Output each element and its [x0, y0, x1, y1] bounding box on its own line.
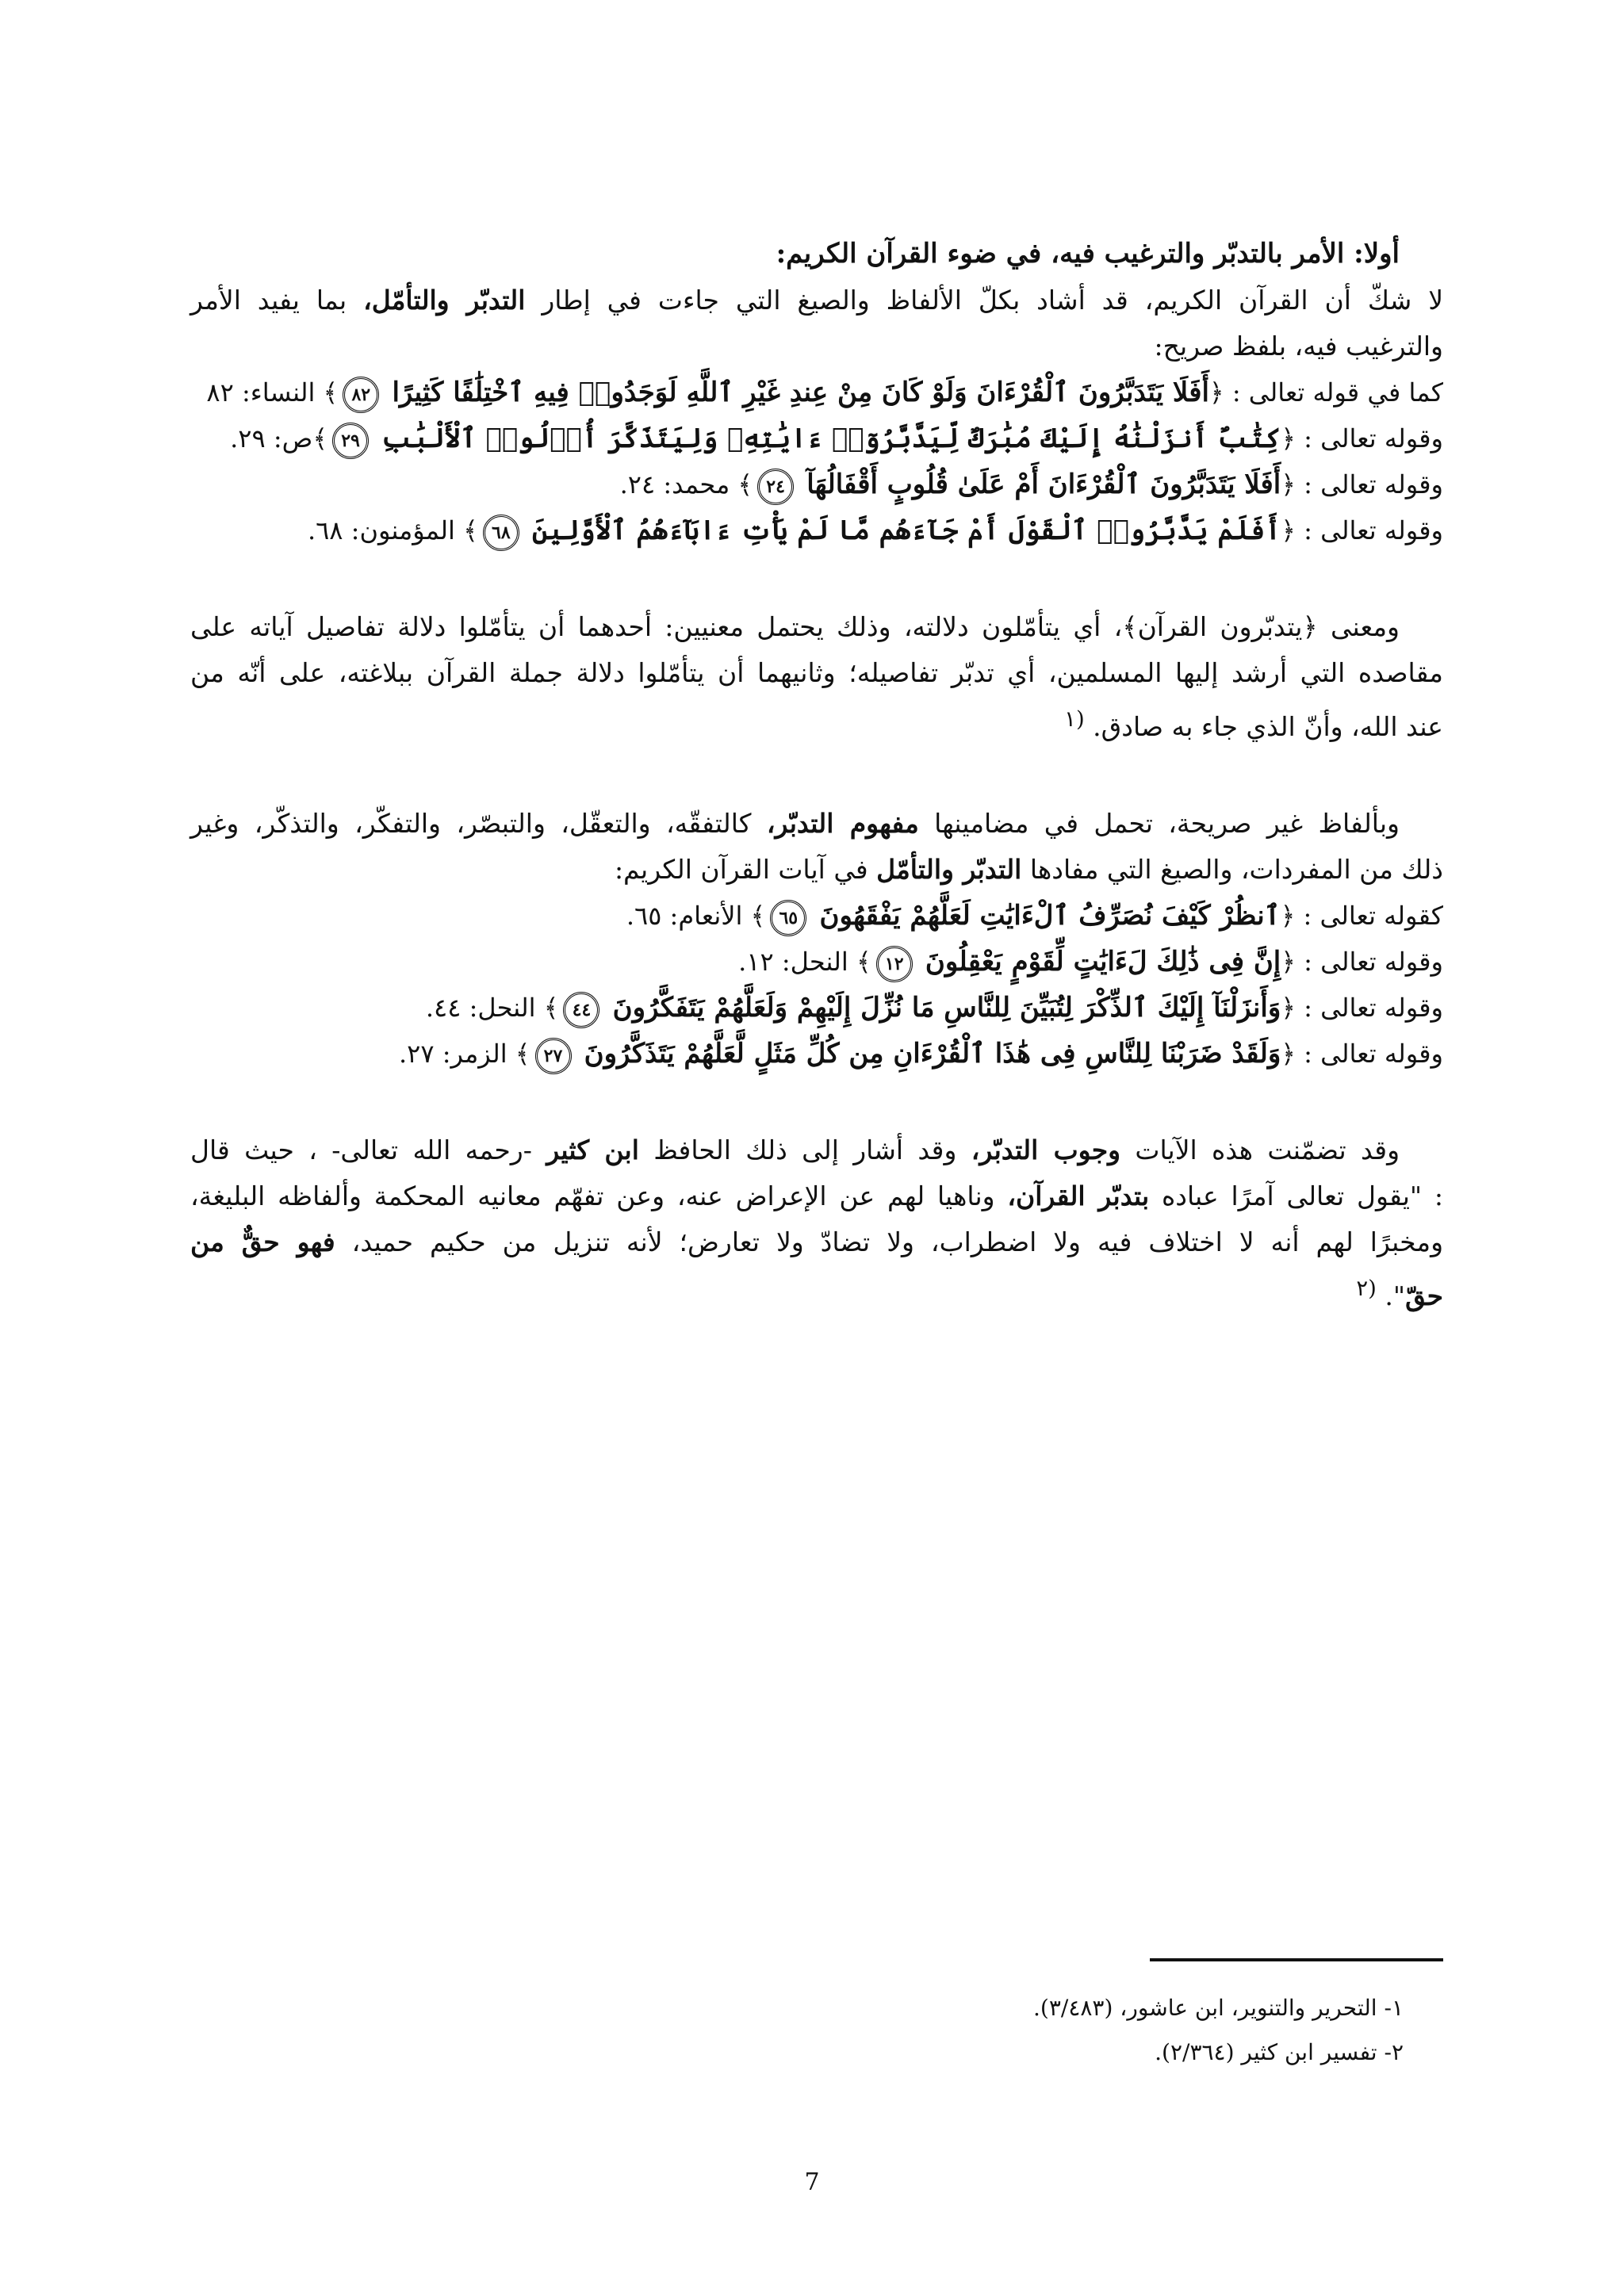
verse-bracket-open: ﴿: [1281, 423, 1296, 453]
verse-bracket-open: ﴿: [1281, 993, 1296, 1023]
verse-bracket-close: ﴾: [323, 377, 339, 408]
paragraph-3-line-1: [190, 801, 1443, 847]
verse-text: كِتَٰبٌ أَنزَلْنَٰهُ إِلَيْكَ مُبَٰرَكٌ لِّيَدَّبَّرُوٓا۟ ءَايَٰتِهِۦ وَلِيَتَذَكَّرَ أُو۟لُوا۟ ٱلْأَلْبَٰبِ: [381, 423, 1281, 454]
spacer: [190, 553, 1443, 604]
verse-bracket-close: ﴾: [737, 469, 753, 499]
ayah-number: ٦٥: [770, 900, 806, 936]
verse-reference: النساء: ٨٢: [206, 377, 324, 408]
footnote-item: ١- التحرير والتنوير، ابن عاشور، (٣/٤٨٣).: [1033, 1995, 1404, 2021]
verse-bracket-close: ﴾: [515, 1039, 530, 1069]
text-span: وقد تضمّنت هذه الآيات: [1120, 1135, 1400, 1165]
verse-text: أَفَلَمْ يَدَّبَّرُوا۟ ٱلْقَوْلَ أَمْ جَآءَهُم مَّا لَمْ يَأْتِ ءَابَآءَهُمُ ٱلْأَوَّلِينَ: [532, 515, 1281, 546]
verse-bracket-open: ﴿: [1281, 515, 1296, 545]
bold-text: مفهوم التدبّر،: [766, 808, 919, 839]
verse-bracket-close: ﴾: [750, 901, 766, 931]
text-span: وقد أشار إلى ذلك الحافظ: [638, 1135, 971, 1165]
section-heading: أولا: الأمر بالتدبّر والترغيب فيه، في ضوء القرآن الكريم:: [776, 238, 1400, 270]
text-span: -رحمه الله تعالى- ، حيث قال: [190, 1135, 547, 1165]
text-span: عند الله، وأنّ الذي جاء به صادق.: [1093, 711, 1443, 742]
paragraph-3-line-2: [190, 847, 1443, 893]
verse-line: [190, 507, 1443, 553]
bold-text: التدبّر والتأمّل: [876, 854, 1022, 885]
verse-line: [190, 415, 1443, 461]
verse-line: [190, 939, 1443, 985]
verse-line: [190, 461, 1443, 507]
verse-reference: النحل: ٤٤.: [425, 993, 544, 1023]
verse-intro: وقوله تعالى :: [1296, 515, 1443, 545]
text-span: : "يقول تعالى آمرًا عباده: [1149, 1181, 1443, 1211]
paragraph-2-line-2: مقاصده التي أرشد إليها المسلمين، أي تدبّر تفاصيله؛ وثانيهما أن يتأمّلوا دلالة جملة القرآن ببلاغته، على أنّه من: [190, 657, 1443, 688]
verse-bracket-open: ﴿: [1208, 377, 1224, 408]
spacer: [190, 1077, 1443, 1127]
bold-text: فهو حقٌّ من: [190, 1226, 335, 1257]
bold-text: وجوب التدبّر،: [971, 1135, 1121, 1165]
verse-text: أَفَلَا يَتَدَبَّرُونَ ٱلْقُرْءَانَ أَمْ عَلَىٰ قُلُوبٍ أَقْفَالُهَآ: [806, 469, 1281, 500]
verse-reference: النحل: ١٢.: [738, 947, 856, 977]
paragraph-4-line-4: [190, 1265, 1443, 1319]
verse-intro: وقوله تعالى :: [1296, 947, 1443, 977]
verse-bracket-close: ﴾: [312, 423, 328, 453]
paragraph-4-line-2: [190, 1173, 1443, 1219]
verse-bracket-open: ﴿: [1281, 469, 1296, 499]
verse-reference: الزمر: ٢٧.: [398, 1039, 515, 1069]
ayah-number: ٤٤: [563, 992, 599, 1028]
verse-text: وَلَقَدْ ضَرَبْنَا لِلنَّاسِ فِى هَٰذَا ٱلْقُرْءَانِ مِن كُلِّ مَثَلٍ لَّعَلَّهُمْ يَتَذَكَّرُونَ: [584, 1038, 1281, 1070]
paragraph-4-line-3: [190, 1219, 1443, 1265]
text-span: كالتفقّه، والتعقّل، والتبصّر، والتفكّر، والتذكّر، وغير: [190, 808, 767, 839]
verse-list-1: [190, 369, 1443, 553]
verse-intro: وقوله تعالى :: [1296, 423, 1443, 453]
footnote-separator: [1150, 1958, 1443, 1961]
text-span: ".: [1385, 1280, 1406, 1311]
paragraph-1-line-1: [190, 277, 1443, 323]
verse-intro: كما في قوله تعالى :: [1224, 377, 1443, 408]
ayah-number: ٢٤: [757, 469, 794, 505]
verse-bracket-open: ﴿: [1280, 901, 1296, 931]
verse-text: وَأَنزَلْنَآ إِلَيْكَ ٱلذِّكْرَ لِتُبَيِّنَ لِلنَّاسِ مَا نُزِّلَ إِلَيْهِمْ وَلَعَلَّهُمْ يَتَفَكَّرُونَ: [612, 992, 1281, 1024]
paragraph-2-line-3: [190, 696, 1443, 750]
paragraph-2-line-1: ومعنى ﴿يتدبّرون القرآن﴾، أي يتأمّلون دلالته، وذلك يحتمل معنيين: أحدهما أن يتأمّلوا دلالة تفاصيل آياته على: [190, 611, 1400, 642]
verse-reference: محمد: ٢٤.: [619, 469, 738, 499]
text-span: وناهيا لهم عن الإعراض عنه، وعن تفهّم معانيه المحكمة وألفاظه البليغة،: [190, 1181, 1008, 1211]
paragraph-4-line-1: [190, 1127, 1443, 1173]
text-span: وبألفاظ غير صريحة، تحمل في مضامينها: [918, 808, 1400, 839]
ayah-number: ١٢: [876, 946, 913, 982]
ayah-number: ٢٧: [535, 1038, 572, 1074]
bold-text: حقّ: [1405, 1280, 1443, 1311]
footnote-reference[interactable]: (٢: [1356, 1276, 1377, 1301]
verse-text: ٱنظُرْ كَيْفَ نُصَرِّفُ ٱلْءَايَٰتِ لَعَلَّهُمْ يَفْقَهُونَ: [819, 900, 1281, 932]
text-span: بما يفيد الأمر: [190, 285, 364, 316]
text-span: في آيات القرآن الكريم:: [614, 854, 877, 885]
footnote-item: ٢- تفسير ابن كثير (٢/٣٦٤).: [1155, 2039, 1404, 2065]
verse-bracket-open: ﴿: [1281, 1039, 1296, 1069]
verse-bracket-close: ﴾: [463, 515, 478, 545]
verse-bracket-open: ﴿: [1281, 947, 1296, 977]
verse-reference: المؤمنون: ٦٨.: [307, 515, 464, 545]
footnotes: [190, 1986, 1443, 2075]
text-span: ومخبرًا لهم أنه لا اختلاف فيه ولا اضطراب، ولا تضادّ ولا تعارض؛ لأنه تنزيل من حكيم حميد،: [335, 1226, 1444, 1257]
verse-text: إِنَّ فِى ذَٰلِكَ لَءَايَٰتٍ لِّقَوْمٍ يَعْقِلُونَ: [925, 946, 1281, 978]
verse-text: أَفَلَا يَتَدَبَّرُونَ ٱلْقُرْءَانَ وَلَوْ كَانَ مِنْ عِندِ غَيْرِ ٱللَّهِ لَوَجَدُوا۟ فِيهِ ٱخْتِلَٰفًا كَثِيرًا: [392, 377, 1209, 408]
verse-line: [190, 985, 1443, 1031]
verse-line: [190, 1031, 1443, 1077]
page-number: 7: [804, 2168, 820, 2196]
text-span: ذلك من المفردات، والصيغ التي مفادها: [1021, 854, 1443, 885]
ayah-number: ٨٢: [343, 377, 379, 413]
verse-bracket-close: ﴾: [543, 993, 559, 1023]
ayah-number: ٦٨: [483, 515, 519, 551]
verse-bracket-close: ﴾: [856, 947, 871, 977]
spacer: [190, 750, 1443, 801]
bold-text: بتدبّر القرآن،: [1007, 1181, 1150, 1211]
bold-text: التدبّر والتأمّل،: [363, 285, 526, 316]
verse-intro: وقوله تعالى :: [1296, 1039, 1443, 1069]
footnote-reference[interactable]: (١: [1064, 706, 1085, 732]
verse-intro: كقوله تعالى :: [1295, 901, 1443, 931]
verse-list-2: [190, 893, 1443, 1077]
verse-line: [190, 369, 1443, 415]
bold-text: ابن كثير: [546, 1135, 639, 1165]
verse-intro: وقوله تعالى :: [1296, 469, 1443, 499]
ayah-number: ٢٩: [332, 423, 369, 459]
verse-line: [190, 893, 1443, 939]
text-span: لا شكّ أن القرآن الكريم، قد أشاد بكلّ الألفاظ والصيغ التي جاءت في إطار: [525, 285, 1444, 316]
verse-intro: وقوله تعالى :: [1296, 993, 1443, 1023]
paragraph-1-line-2: والترغيب فيه، بلفظ صريح:: [1154, 331, 1443, 362]
verse-reference: ص: ٢٩.: [230, 423, 313, 453]
verse-reference: الأنعام: ٦٥.: [626, 901, 751, 931]
page-body: [190, 230, 1443, 1319]
